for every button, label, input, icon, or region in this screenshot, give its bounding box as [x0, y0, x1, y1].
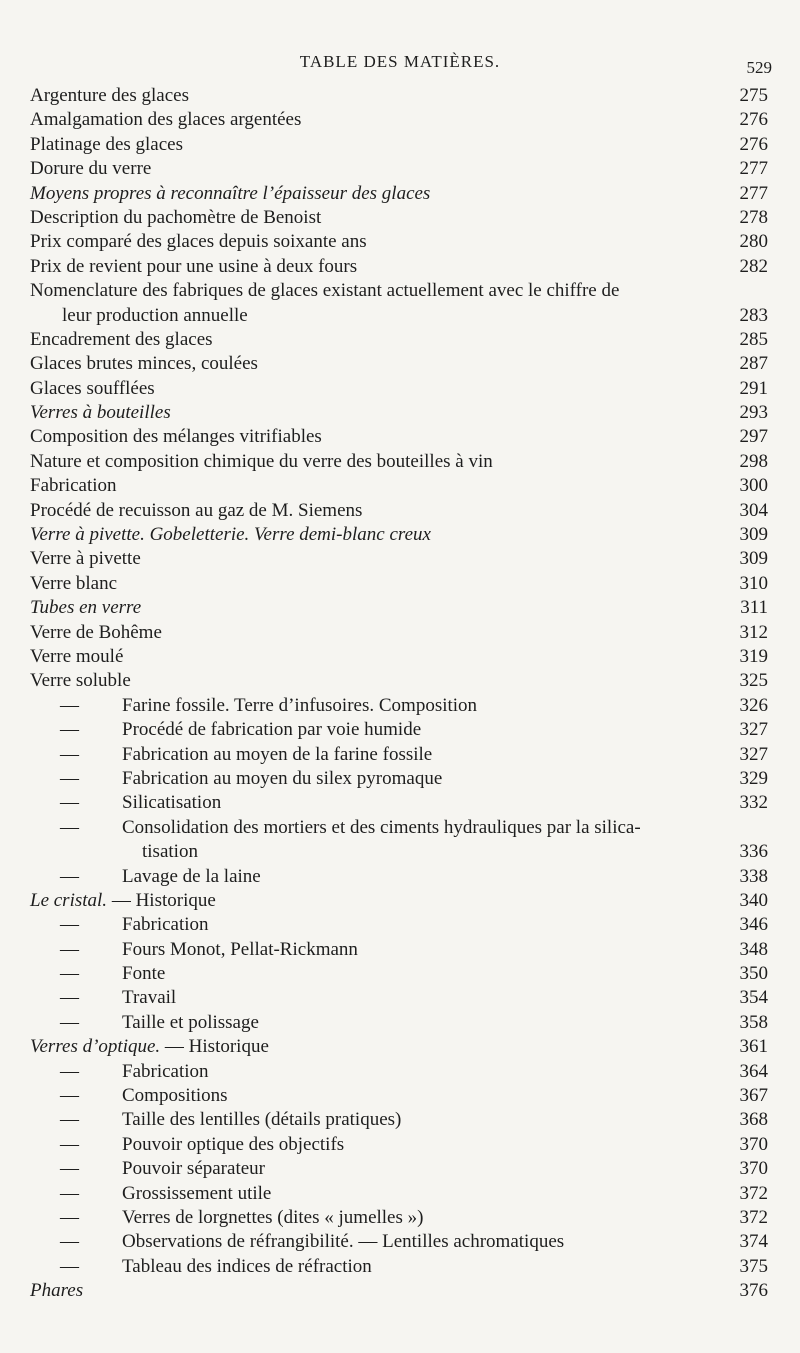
toc-entry — [30, 377, 770, 401]
toc-entry-page: 287 — [736, 352, 769, 376]
toc-entry — [30, 133, 770, 157]
toc-entry-title — [30, 1036, 273, 1057]
toc-entry-title: Description du pachomètre de Benoist — [30, 207, 325, 228]
toc-entry-dash: — — [60, 719, 79, 741]
toc-entry-title: Consolidation des mortiers et des ciments hydrauliques par la silica- — [122, 816, 645, 840]
toc-entry-page: 350 — [736, 962, 769, 986]
toc-entry-dash: — — [60, 1109, 79, 1131]
toc-entry-title-italic: Le cristal. — [30, 889, 108, 911]
toc-entry-title: Encadrement des glaces — [30, 329, 217, 350]
toc-entry-page: 309 — [736, 523, 769, 547]
toc-entry-title: Verre moulé — [30, 646, 127, 667]
toc-entry-title: Glaces brutes minces, coulées — [30, 353, 262, 374]
toc-entry-dash: — — [60, 1182, 79, 1204]
toc-entry-dash: — — [60, 1255, 79, 1277]
toc-entry-dash: — — [60, 1060, 79, 1082]
toc-entry-page: 277 — [736, 182, 769, 206]
toc-entry — [30, 1279, 770, 1303]
toc-entry — [30, 255, 770, 279]
toc-entry — [30, 474, 770, 498]
toc-entry-dash: — — [60, 792, 79, 814]
toc-entry — [30, 206, 770, 230]
toc-entry — [30, 938, 770, 962]
toc-entry — [30, 791, 770, 815]
toc-entry-title: Phares — [30, 1280, 87, 1301]
toc-entry-title: tisation — [142, 840, 202, 864]
toc-entry-page: 310 — [736, 572, 769, 596]
toc-entry-page: 370 — [736, 1133, 769, 1157]
toc-entry — [30, 718, 770, 742]
toc-entry — [30, 84, 770, 108]
toc-entry — [30, 1230, 770, 1254]
toc-entry — [30, 1060, 770, 1084]
toc-entry-title: Verre à pivette — [30, 548, 145, 569]
toc-entry-title-rest: — Historique — [160, 1036, 269, 1058]
toc-entry-title: Farine fossile. Terre d’infusoires. Composition — [122, 694, 481, 718]
toc-entry-page: 372 — [736, 1182, 769, 1206]
toc-entry-title: Grossissement utile — [122, 1182, 275, 1206]
toc-entry — [30, 865, 770, 889]
toc-entry — [30, 572, 770, 596]
toc-entry — [30, 450, 770, 474]
toc-entry-dash: — — [60, 987, 79, 1009]
toc-entry — [30, 328, 770, 352]
toc-entry-title: Moyens propres à reconnaître l’épaisseur des glaces — [30, 183, 434, 204]
toc-entry-page: 375 — [736, 1255, 769, 1279]
toc-entry-page: 364 — [736, 1060, 769, 1084]
toc-entry-page: 277 — [736, 157, 769, 181]
toc-entry-title: Amalgamation des glaces argentées — [30, 109, 305, 130]
toc-entry-page: 278 — [736, 206, 769, 230]
toc-entry-page: 280 — [736, 230, 769, 254]
toc-entry-page: 291 — [736, 377, 769, 401]
toc-entry-page: 285 — [736, 328, 769, 352]
table-of-contents — [30, 84, 770, 1304]
page-number: 529 — [746, 58, 772, 77]
toc-entry-page: 361 — [736, 1035, 769, 1059]
toc-entry-dash: — — [60, 938, 79, 960]
toc-entry-title: Verre soluble — [30, 670, 135, 691]
toc-entry-title: Fabrication — [30, 475, 121, 496]
toc-entry-title: Taille des lentilles (détails pratiques) — [122, 1108, 405, 1132]
toc-entry — [30, 401, 770, 425]
toc-entry-title: Silicatisation — [122, 791, 225, 815]
toc-entry — [30, 694, 770, 718]
page-header-title: TABLE DES MATIÈRES. — [299, 52, 501, 71]
toc-entry-page: 354 — [736, 986, 769, 1010]
toc-entry-dash: — — [60, 963, 79, 985]
toc-entry — [30, 669, 770, 693]
toc-entry — [30, 962, 770, 986]
toc-entry — [30, 1255, 770, 1279]
toc-entry-page: 276 — [736, 108, 769, 132]
toc-entry-title: Platinage des glaces — [30, 134, 187, 155]
toc-entry-dash: — — [60, 1085, 79, 1107]
toc-entry — [30, 596, 770, 620]
toc-entry-title: Tubes en verre — [30, 597, 145, 618]
toc-entry-page: 276 — [736, 133, 769, 157]
toc-entry-page: 304 — [736, 499, 769, 523]
toc-entry-dash: — — [60, 816, 79, 838]
toc-entry-page: 325 — [736, 669, 769, 693]
toc-entry-title: Fabrication au moyen du silex pyromaque — [122, 767, 446, 791]
toc-entry-title: Lavage de la laine — [122, 865, 265, 889]
toc-entry — [30, 889, 770, 913]
toc-entry-page: 298 — [736, 450, 769, 474]
toc-entry — [30, 304, 770, 328]
toc-entry-title: Fabrication — [122, 913, 213, 937]
toc-entry-title: Verre de Bohême — [30, 622, 166, 643]
toc-entry — [30, 499, 770, 523]
toc-entry-dash: — — [60, 767, 79, 789]
toc-entry-title: Verre à pivette. Gobeletterie. Verre demi-blanc creux — [30, 524, 435, 545]
toc-entry-title: Nomenclature des fabriques de glaces existant actuellement avec le chiffre de — [30, 280, 623, 301]
toc-entry-title: Tableau des indices de réfraction — [122, 1255, 376, 1279]
toc-entry-page: 312 — [736, 621, 769, 645]
toc-entry-page: 275 — [736, 84, 769, 108]
toc-entry-title: Glaces soufflées — [30, 378, 159, 399]
toc-entry-dash: — — [60, 1133, 79, 1155]
toc-entry-page: 329 — [736, 767, 769, 791]
toc-entry — [30, 913, 770, 937]
toc-entry — [30, 986, 770, 1010]
toc-entry — [30, 621, 770, 645]
toc-entry-title: Prix comparé des glaces depuis soixante ans — [30, 231, 371, 252]
toc-entry-title-italic: Verres d’optique. — [30, 1036, 161, 1058]
toc-entry-dash: — — [60, 743, 79, 765]
toc-entry-dash: — — [60, 1231, 79, 1253]
toc-entry — [30, 1035, 770, 1059]
toc-entry-title: Verre blanc — [30, 573, 121, 594]
toc-entry-page: 297 — [736, 425, 769, 449]
toc-entry — [30, 230, 770, 254]
toc-entry — [30, 767, 770, 791]
toc-entry-title — [30, 890, 220, 911]
toc-entry-title: Composition des mélanges vitrifiables — [30, 426, 326, 447]
toc-entry-dash: — — [60, 1011, 79, 1033]
toc-entry — [30, 352, 770, 376]
toc-entry-title: Fabrication au moyen de la farine fossile — [122, 743, 436, 767]
toc-entry-title: Pouvoir séparateur — [122, 1157, 269, 1181]
toc-entry — [30, 743, 770, 767]
toc-entry — [30, 157, 770, 181]
toc-entry — [30, 108, 770, 132]
toc-entry-dash: — — [60, 1158, 79, 1180]
toc-entry-page: 332 — [736, 791, 769, 815]
toc-entry-page: 300 — [736, 474, 769, 498]
toc-entry-dash: — — [60, 865, 79, 887]
toc-entry-title: Observations de réfrangibilité. — Lentilles achromatiques — [122, 1230, 568, 1254]
toc-entry-page: 348 — [736, 938, 769, 962]
toc-entry-page: 336 — [736, 840, 769, 864]
toc-entry — [30, 1108, 770, 1132]
toc-entry — [30, 182, 770, 206]
toc-entry — [30, 1133, 770, 1157]
toc-entry-page: 327 — [736, 718, 769, 742]
toc-entry-title: Procédé de fabrication par voie humide — [122, 718, 425, 742]
toc-entry-title: Travail — [122, 986, 180, 1010]
toc-entry — [30, 547, 770, 571]
toc-entry — [30, 1182, 770, 1206]
toc-entry — [30, 816, 770, 840]
toc-entry-title: Verres à bouteilles — [30, 402, 175, 423]
toc-entry-page: 293 — [736, 401, 769, 425]
toc-entry — [30, 1011, 770, 1035]
toc-entry-title: Fabrication — [122, 1060, 213, 1084]
toc-entry — [30, 1206, 770, 1230]
toc-entry-title: Procédé de recuisson au gaz de M. Siemens — [30, 500, 366, 521]
toc-entry-page: 376 — [736, 1279, 769, 1303]
toc-entry-page: 372 — [736, 1206, 769, 1230]
toc-entry-page: 367 — [736, 1084, 769, 1108]
toc-entry-page: 374 — [736, 1230, 769, 1254]
toc-entry-title: Verres de lorgnettes (dites « jumelles ») — [122, 1206, 427, 1230]
toc-entry-page: 368 — [736, 1108, 769, 1132]
toc-entry-page: 338 — [736, 865, 769, 889]
toc-entry — [30, 1157, 770, 1181]
toc-entry — [30, 645, 770, 669]
toc-entry-page: 327 — [736, 743, 769, 767]
toc-entry-title: Pouvoir optique des objectifs — [122, 1133, 348, 1157]
toc-entry-title-rest: — Historique — [107, 889, 216, 911]
toc-entry-page: 309 — [736, 547, 769, 571]
toc-entry-page: 283 — [736, 304, 769, 328]
toc-entry-title: Taille et polissage — [122, 1011, 263, 1035]
toc-entry-dash: — — [60, 914, 79, 936]
toc-entry-page: 346 — [736, 913, 769, 937]
toc-entry — [30, 425, 770, 449]
toc-entry-dash: — — [60, 1206, 79, 1228]
toc-entry — [30, 279, 770, 303]
toc-entry — [30, 840, 770, 864]
toc-entry-page: 319 — [736, 645, 769, 669]
toc-entry-page: 358 — [736, 1011, 769, 1035]
toc-entry-page: 311 — [736, 596, 768, 620]
toc-entry-dash: — — [60, 694, 79, 716]
toc-entry-title: leur production annuelle — [62, 305, 252, 326]
toc-entry-page: 370 — [736, 1157, 769, 1181]
toc-entry — [30, 1084, 770, 1108]
toc-entry-title: Compositions — [122, 1084, 232, 1108]
toc-entry-page: 326 — [736, 694, 769, 718]
toc-entry-page: 340 — [736, 889, 769, 913]
toc-entry-title: Fours Monot, Pellat-Rickmann — [122, 938, 362, 962]
toc-entry-title: Dorure du verre — [30, 158, 155, 179]
toc-entry-title: Argenture des glaces — [30, 85, 193, 106]
toc-entry-title: Fonte — [122, 962, 169, 986]
toc-entry-title: Prix de revient pour une usine à deux fours — [30, 256, 361, 277]
toc-entry-page: 282 — [736, 255, 769, 279]
toc-entry — [30, 523, 770, 547]
toc-entry-title: Nature et composition chimique du verre des bouteilles à vin — [30, 451, 497, 472]
